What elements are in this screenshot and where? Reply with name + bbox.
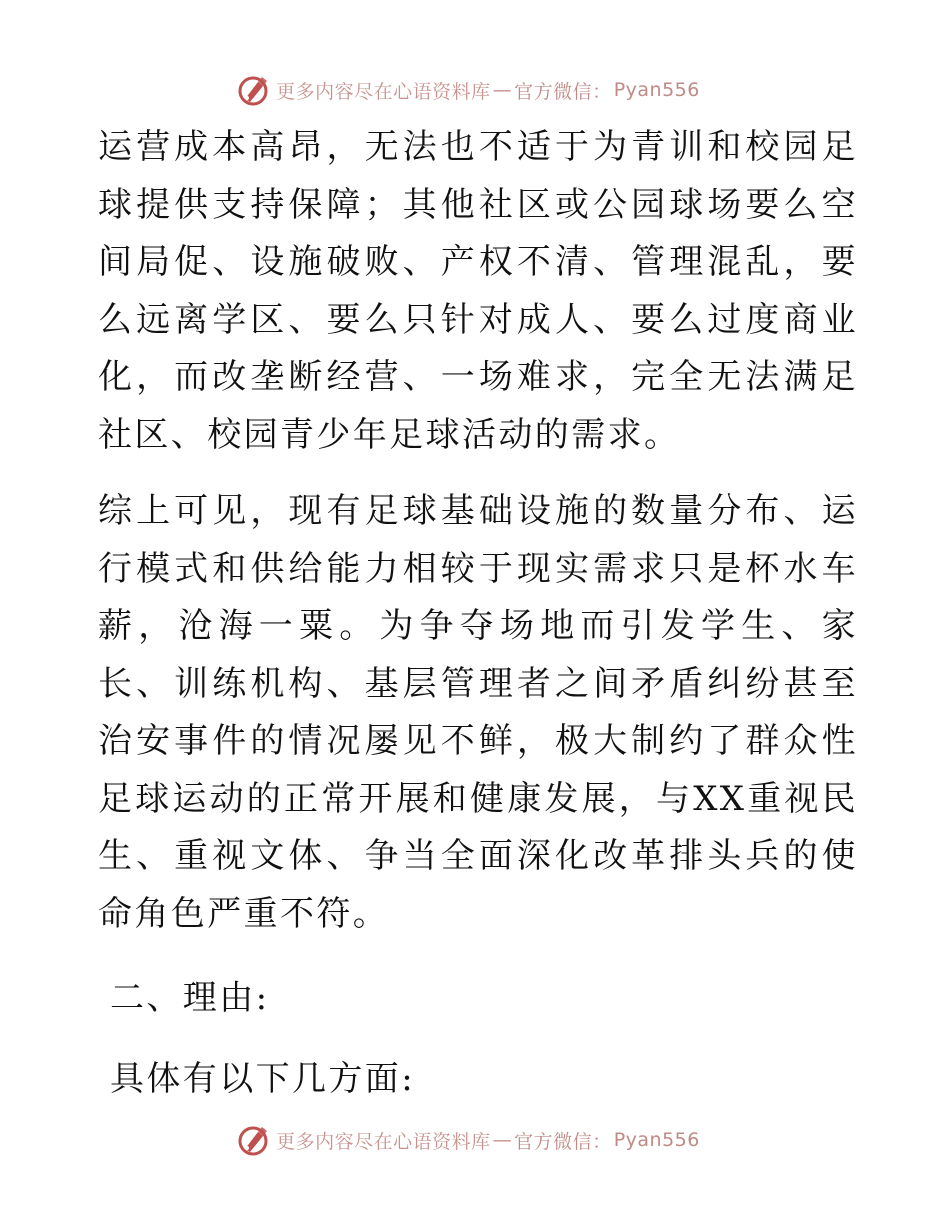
watermark-site-text: 更多内容尽在心语资料库: [276, 80, 491, 103]
paragraph-2: 综上可见，现有足球基础设施的数量分布、运行模式和供给能力相较于现实需求只是杯水车薪，沧海一粟。为争夺场地而引发学生、家长、训练机构、基层管理者之间矛盾纠纷甚至治安事件的情况屡见不鲜，极大制约了群众性足球运动的正常开展和健康发展，与XX重视民生、重视文体、争当全面深化改革排头兵的使命角色严重不符。: [98, 491, 858, 934]
watermark-dash: —: [492, 1129, 513, 1151]
watermark-site-text: 更多内容尽在心语资料库: [276, 1130, 491, 1153]
watermark-wechat-id: Pyan556: [613, 1129, 700, 1151]
section-heading-reasons: 二、理由:: [110, 978, 270, 1018]
pen-logo-icon: [236, 72, 272, 108]
document-body: [98, 119, 858, 1108]
watermark-wechat-id: Pyan556: [613, 79, 700, 101]
paragraph-1: 运营成本高昂，无法也不适于为青训和校园足球提供支持保障；其他社区或公园球场要么空间局促、设施破败、产权不清、管理混乱，要么远离学区、要么只针对成人、要么过度商业化，而改垄断经营、一场难求，完全无法满足社区、校园青少年足球活动的需求。: [98, 127, 858, 455]
pen-logo-icon: [236, 1122, 272, 1158]
watermark-wechat-label: 官方微信：: [514, 1130, 612, 1153]
subheading-aspects: 具体有以下几方面:: [110, 1058, 416, 1099]
watermark-dash: —: [492, 79, 513, 101]
watermark-wechat-label: 官方微信：: [514, 80, 612, 103]
header-watermark: [0, 70, 950, 110]
footer-watermark: [0, 1120, 950, 1160]
